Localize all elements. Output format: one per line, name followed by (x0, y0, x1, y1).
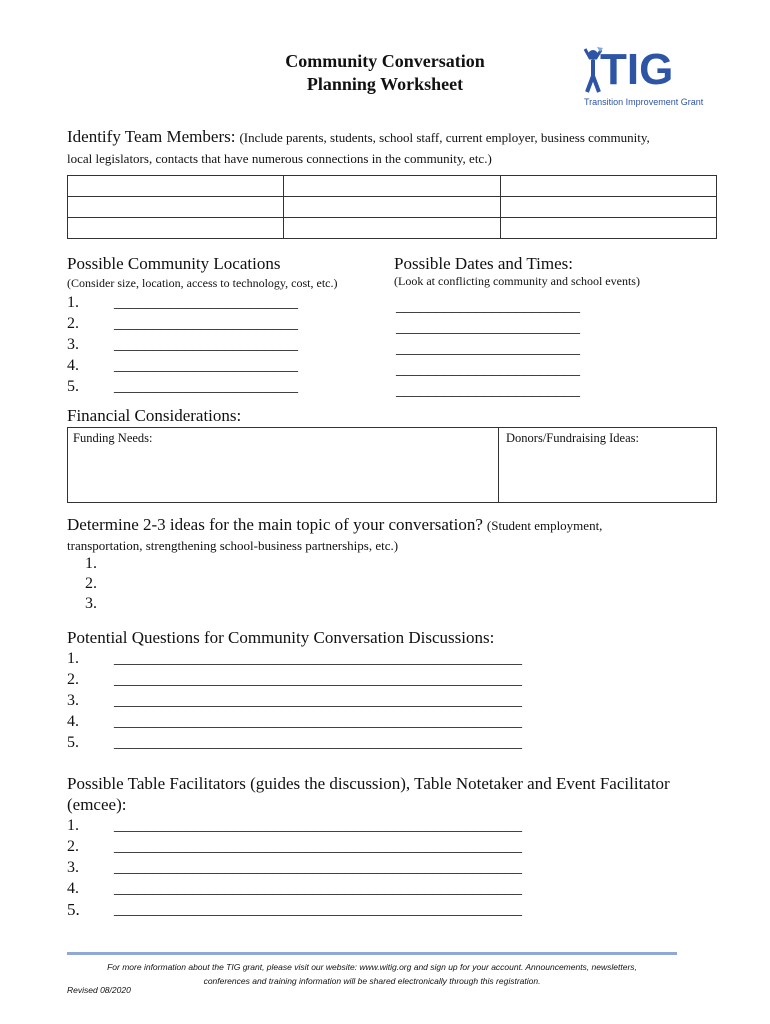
page-title (215, 50, 555, 96)
list-item[interactable]: 1. _______________________ (67, 294, 298, 311)
list-item[interactable]: 4. ___________________________________________________ (67, 713, 522, 730)
financial-table (67, 427, 717, 503)
dates-heading: Possible Dates and Times: (394, 254, 573, 273)
list-item[interactable]: 4. _______________________ (67, 357, 298, 374)
list-item[interactable]: 5. ___________________________________________________ (67, 900, 522, 919)
table-cell[interactable] (500, 197, 716, 218)
list-item[interactable]: _______________________ (396, 340, 580, 357)
team-heading: Identify Team Members: (67, 127, 236, 146)
facilitators-heading: Possible Table Facilitators (guides the discussion), Table Notetaker and Event Facilitator (67, 774, 670, 793)
topics-list (85, 554, 97, 614)
table-cell[interactable] (284, 197, 500, 218)
donors-label: Donors/Fundraising Ideas: (506, 431, 639, 445)
list-item[interactable]: 1. ___________________________________________________ (67, 817, 522, 834)
list-item[interactable]: 2. ___________________________________________________ (67, 838, 522, 855)
locations-list (67, 292, 367, 397)
questions-heading: Potential Questions for Community Conversation Discussions: (67, 628, 495, 647)
table-cell[interactable] (500, 218, 716, 239)
table-cell[interactable] (68, 176, 284, 197)
list-item[interactable]: 3. _______________________ (67, 336, 298, 353)
facilitators-heading-line2: (emcee): (67, 795, 127, 814)
topics-note-inline: (Student employment, (486, 518, 603, 533)
list-item[interactable]: 2. _______________________ (67, 315, 298, 332)
table-cell[interactable] (68, 218, 284, 239)
locations-heading: Possible Community Locations (67, 254, 281, 273)
team-note-line2: local legislators, contacts that have numerous connections in the community, etc.) (67, 151, 492, 166)
list-item[interactable]: 3. ___________________________________________________ (67, 692, 522, 709)
tig-logo (580, 44, 705, 114)
footer-divider (67, 952, 677, 955)
list-item[interactable]: 3. ___________________________________________________ (67, 859, 522, 876)
facilitators-list (67, 815, 687, 920)
table-row (68, 218, 717, 239)
team-section (67, 127, 650, 147)
list-item[interactable]: 3. (85, 595, 97, 612)
revised-date: Revised 08/2020 (67, 985, 131, 995)
questions-list (67, 648, 687, 753)
topics-note-line2: transportation, strengthening school-business partnerships, etc.) (67, 538, 399, 553)
dates-note: (Look at conflicting community and school events) (394, 274, 640, 288)
footer-line-1: For more information about the TIG grant, please visit our website: www.witig.org and sign up for your account. Announcements, newsletters, (107, 962, 637, 972)
financial-heading: Financial Considerations: (67, 406, 242, 425)
team-note-inline: (Include parents, students, school staff, current employer, business community, (239, 130, 650, 145)
list-item[interactable]: 5. _______________________ (67, 378, 298, 395)
column-divider (498, 428, 499, 502)
list-item[interactable]: 1. (85, 555, 97, 572)
list-item[interactable]: _______________________ (396, 298, 580, 315)
footer-line-2: conferences and training information will be shared electronically through this registration. (203, 976, 541, 986)
list-item[interactable]: 4. ___________________________________________________ (67, 880, 522, 897)
list-item[interactable]: 2. ___________________________________________________ (67, 671, 522, 688)
list-item[interactable]: _______________________ (396, 382, 580, 399)
footer-text (67, 960, 677, 988)
topics-section (67, 515, 602, 535)
funding-needs-label: Funding Needs: (73, 431, 153, 445)
table-row (68, 176, 717, 197)
dates-list (396, 296, 696, 401)
list-item[interactable]: 1. ___________________________________________________ (67, 650, 522, 667)
locations-note: (Consider size, location, access to technology, cost, etc.) (67, 276, 338, 290)
title-line-1: Community Conversation (285, 51, 485, 71)
list-item[interactable]: _______________________ (396, 361, 580, 378)
list-item[interactable]: 2. (85, 575, 97, 592)
logo-word: TIG (600, 45, 674, 94)
table-cell[interactable] (68, 197, 284, 218)
logo-subtitle: Transition Improvement Grant (584, 97, 704, 107)
table-cell[interactable] (284, 218, 500, 239)
team-table (67, 175, 717, 239)
topics-heading: Determine 2-3 ideas for the main topic of your conversation? (67, 515, 483, 534)
title-line-2: Planning Worksheet (306, 74, 464, 94)
table-row (68, 197, 717, 218)
table-cell[interactable] (284, 176, 500, 197)
table-cell[interactable] (500, 176, 716, 197)
list-item[interactable]: 5. ___________________________________________________ (67, 734, 522, 751)
list-item[interactable]: _______________________ (396, 319, 580, 336)
